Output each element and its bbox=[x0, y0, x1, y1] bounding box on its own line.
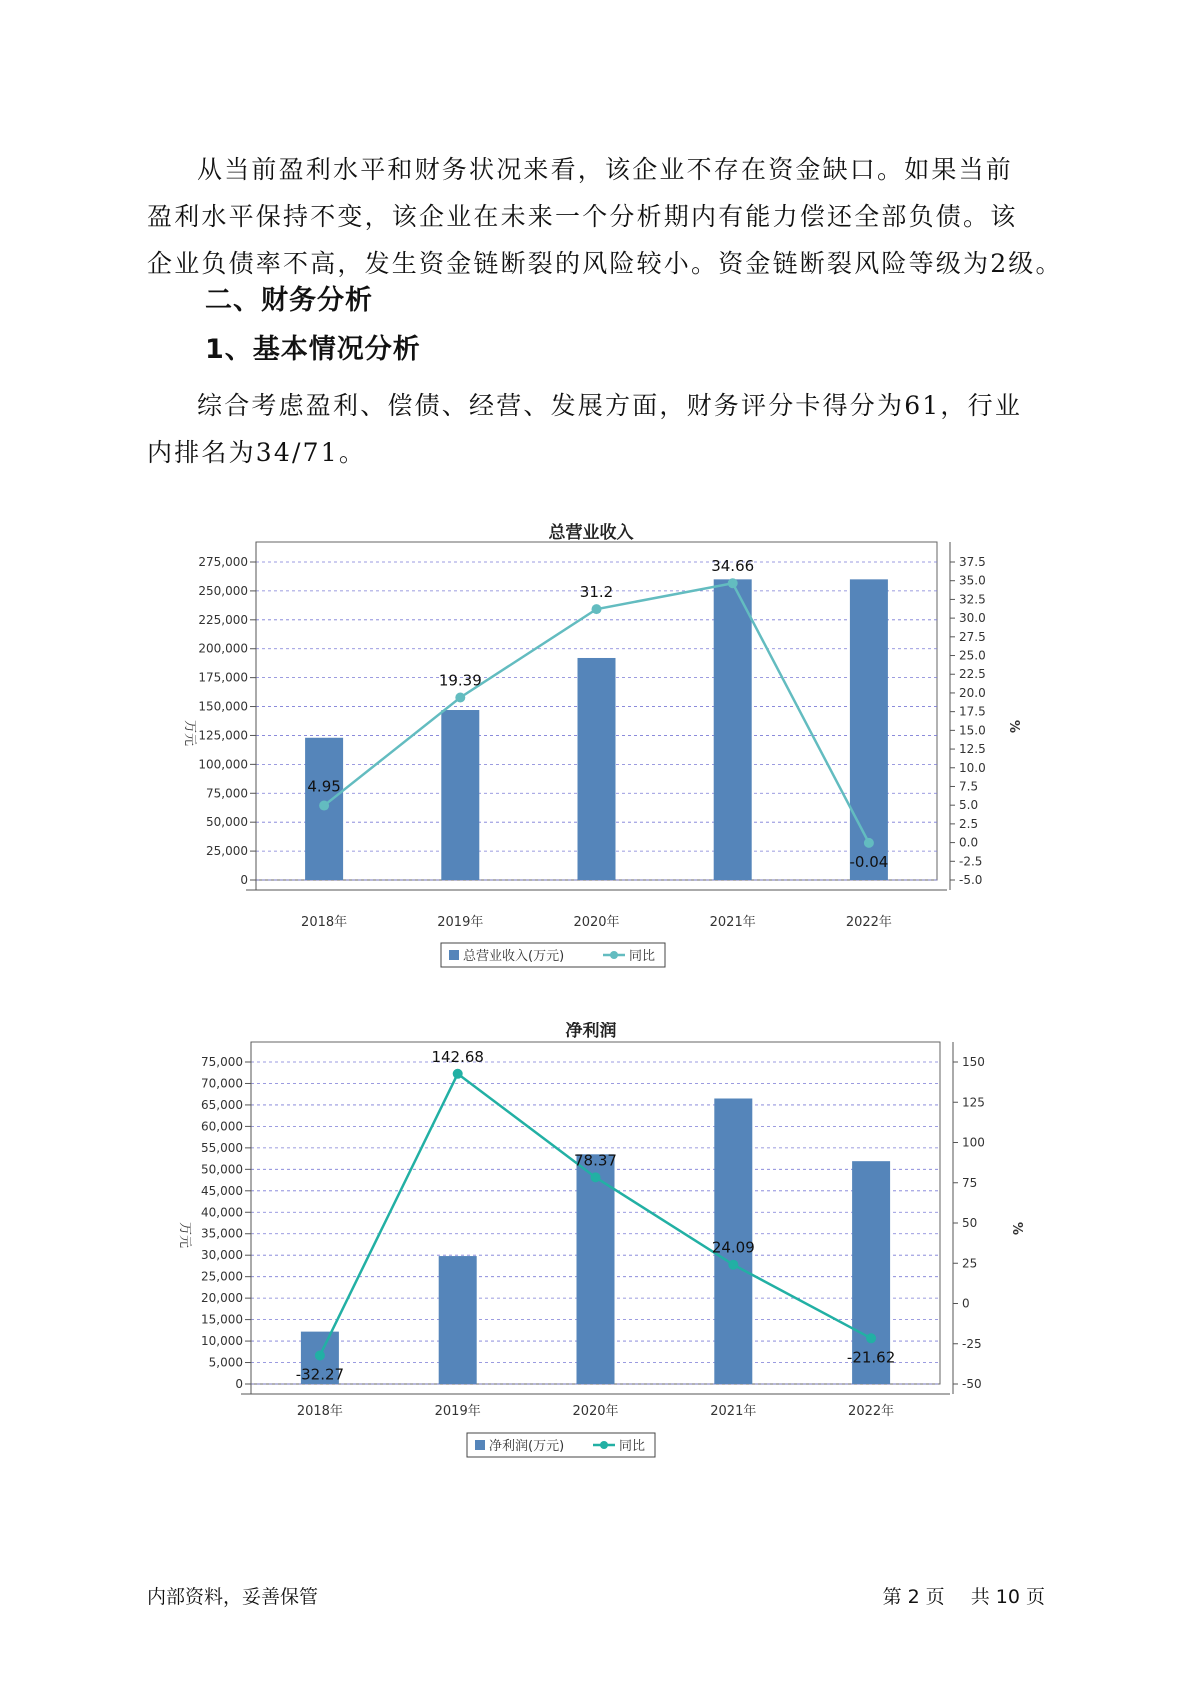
right-tick-label: -25 bbox=[962, 1336, 982, 1351]
page-prefix: 第 bbox=[882, 1586, 902, 1608]
bar-2019年 bbox=[439, 1256, 477, 1384]
right-tick-label: -50 bbox=[962, 1377, 982, 1391]
subsection-heading: 1、基本情况分析 bbox=[205, 334, 421, 365]
right-tick-label: 75 bbox=[962, 1175, 978, 1190]
yoy-point-2018年 bbox=[315, 1350, 325, 1360]
left-tick-label: 5,000 bbox=[208, 1355, 243, 1370]
left-tick-label: 35,000 bbox=[201, 1226, 243, 1241]
left-tick-label: 75,000 bbox=[201, 1055, 243, 1069]
right-tick-label: -5.0 bbox=[959, 873, 983, 887]
bar-2020年 bbox=[577, 1154, 615, 1384]
right-tick-label: 30.0 bbox=[959, 611, 986, 626]
right-tick-label: 0.0 bbox=[959, 835, 979, 850]
page-unit: 页 bbox=[925, 1586, 945, 1608]
legend-bar-label: 总营业收入(万元) bbox=[463, 949, 565, 964]
right-tick-label: 37.5 bbox=[959, 555, 986, 569]
legend-line-label: 同比 bbox=[619, 1439, 646, 1454]
right-tick-label: 27.5 bbox=[959, 629, 986, 644]
paragraph-line: 盈利水平保持不变，该企业在未来一个分析期内有能力偿还全部负债。该 bbox=[147, 202, 1018, 231]
yoy-data-label: -21.62 bbox=[846, 1348, 896, 1367]
left-tick-label: 30,000 bbox=[201, 1248, 243, 1263]
page-indicator bbox=[880, 1582, 1048, 1609]
yoy-point-2018年 bbox=[319, 801, 329, 811]
right-axis-label: % bbox=[1009, 1222, 1024, 1236]
category-label: 2022年 bbox=[845, 915, 892, 930]
left-tick-label: 225,000 bbox=[198, 612, 248, 627]
right-tick-label: 22.5 bbox=[959, 667, 986, 682]
section-heading: 二、财务分析 bbox=[205, 285, 373, 316]
right-tick-label: 150 bbox=[962, 1055, 985, 1069]
right-tick-label: 25.0 bbox=[959, 648, 986, 663]
left-tick-label: 250,000 bbox=[198, 583, 248, 598]
footer-confidential: 内部资料，妥善保管 bbox=[147, 1586, 319, 1608]
left-tick-label: 20,000 bbox=[201, 1291, 243, 1306]
left-tick-label: 200,000 bbox=[198, 641, 248, 656]
left-tick-label: 175,000 bbox=[198, 670, 248, 685]
left-tick-label: 0 bbox=[240, 873, 248, 887]
right-tick-label: 32.5 bbox=[959, 592, 986, 607]
left-tick-label: 60,000 bbox=[201, 1119, 243, 1134]
right-tick-label: 15.0 bbox=[959, 723, 986, 738]
category-label: 2021年 bbox=[709, 915, 756, 930]
right-tick-label: 12.5 bbox=[959, 742, 986, 757]
category-label: 2020年 bbox=[573, 915, 620, 930]
paragraph-line: 从当前盈利水平和财务状况来看，该企业不存在资金缺口。如果当前 bbox=[197, 155, 1014, 184]
category-label: 2018年 bbox=[301, 915, 348, 930]
bar-2019年 bbox=[441, 710, 479, 880]
right-tick-label: 5.0 bbox=[959, 798, 979, 813]
yoy-point-2020年 bbox=[591, 1172, 601, 1182]
legend-bar-swatch bbox=[475, 1440, 485, 1450]
yoy-point-2021年 bbox=[728, 1260, 738, 1270]
left-tick-label: 150,000 bbox=[198, 699, 248, 714]
left-axis-label: 万元 bbox=[182, 720, 197, 747]
left-tick-label: 10,000 bbox=[201, 1334, 243, 1349]
right-tick-label: 17.5 bbox=[959, 704, 986, 719]
yoy-point-2022年 bbox=[866, 1333, 876, 1343]
bar-2021年 bbox=[714, 579, 752, 880]
category-label: 2019年 bbox=[434, 1404, 481, 1419]
yoy-data-label: 4.95 bbox=[307, 777, 341, 796]
category-label: 2021年 bbox=[710, 1404, 757, 1419]
page-number: 2 bbox=[907, 1586, 920, 1608]
left-tick-label: 75,000 bbox=[206, 786, 248, 801]
yoy-data-label: 142.68 bbox=[431, 1047, 484, 1066]
total-pages: 10 bbox=[995, 1586, 1020, 1608]
left-tick-label: 25,000 bbox=[201, 1269, 243, 1284]
left-tick-label: 125,000 bbox=[198, 728, 248, 743]
category-label: 2018年 bbox=[296, 1404, 343, 1419]
right-tick-label: 100 bbox=[962, 1135, 985, 1150]
conclusion-paragraph bbox=[147, 146, 1063, 287]
left-tick-label: 70,000 bbox=[201, 1076, 243, 1091]
left-tick-label: 50,000 bbox=[206, 815, 248, 830]
left-tick-label: 275,000 bbox=[198, 555, 248, 569]
left-tick-label: 65,000 bbox=[201, 1097, 243, 1112]
yoy-data-label: 31.2 bbox=[579, 583, 614, 602]
right-tick-label: 2.5 bbox=[959, 816, 979, 831]
yoy-point-2020年 bbox=[592, 604, 602, 614]
yoy-data-label: 19.39 bbox=[438, 671, 482, 690]
legend-line-marker bbox=[610, 951, 618, 959]
yoy-data-label: 78.37 bbox=[574, 1151, 617, 1170]
yoy-point-2022年 bbox=[864, 838, 874, 848]
category-label: 2022年 bbox=[848, 1404, 895, 1419]
right-tick-label: 35.0 bbox=[959, 573, 986, 588]
right-tick-label: 125 bbox=[962, 1095, 985, 1110]
yoy-data-label: 24.09 bbox=[711, 1238, 755, 1257]
right-axis-label: % bbox=[1006, 720, 1021, 734]
category-label: 2019年 bbox=[437, 915, 484, 930]
left-tick-label: 0 bbox=[235, 1377, 243, 1391]
right-tick-label: 0 bbox=[962, 1296, 970, 1311]
chart-title: 总营业收入 bbox=[548, 523, 634, 543]
right-tick-label: 7.5 bbox=[959, 779, 979, 794]
left-tick-label: 15,000 bbox=[201, 1312, 243, 1327]
left-tick-label: 50,000 bbox=[201, 1162, 243, 1177]
left-tick-label: 40,000 bbox=[201, 1205, 243, 1220]
right-tick-label: -2.5 bbox=[959, 854, 983, 869]
yoy-point-2019年 bbox=[455, 693, 465, 703]
net-profit-chart bbox=[0, 1022, 1191, 1482]
revenue-chart bbox=[0, 520, 1191, 990]
legend-bar-label: 净利润(万元) bbox=[489, 1439, 565, 1454]
left-tick-label: 45,000 bbox=[201, 1183, 243, 1198]
bar-2020年 bbox=[578, 658, 616, 880]
category-label: 2020年 bbox=[572, 1404, 619, 1419]
legend-bar-swatch bbox=[449, 950, 459, 960]
total-unit: 页 bbox=[1025, 1586, 1045, 1608]
yoy-point-2021年 bbox=[728, 578, 738, 588]
left-axis-label: 万元 bbox=[177, 1222, 192, 1249]
yoy-data-label: -0.04 bbox=[849, 852, 889, 871]
yoy-data-label: -32.27 bbox=[295, 1365, 345, 1384]
chart-title: 净利润 bbox=[565, 1022, 617, 1041]
left-tick-label: 25,000 bbox=[206, 844, 248, 859]
legend-line-marker bbox=[600, 1441, 608, 1449]
right-tick-label: 20.0 bbox=[959, 685, 986, 700]
paragraph-line: 综合考虑盈利、偿债、经营、发展方面，财务评分卡得分为61，行业 bbox=[197, 391, 1023, 420]
paragraph-line: 企业负债率不高，发生资金链断裂的风险较小。资金链断裂风险等级为2级。 bbox=[147, 249, 1063, 278]
right-tick-label: 50 bbox=[962, 1216, 978, 1230]
legend-line-label: 同比 bbox=[629, 949, 656, 964]
yoy-data-label: 34.66 bbox=[711, 557, 755, 576]
paragraph-line: 内排名为34/71。 bbox=[147, 438, 367, 467]
yoy-point-2019年 bbox=[453, 1069, 463, 1079]
left-tick-label: 55,000 bbox=[201, 1140, 243, 1155]
right-tick-label: 10.0 bbox=[959, 760, 986, 775]
right-tick-label: 25 bbox=[962, 1256, 978, 1271]
total-prefix: 共 bbox=[970, 1586, 990, 1608]
left-tick-label: 100,000 bbox=[198, 757, 248, 772]
score-paragraph bbox=[147, 382, 1047, 476]
bar-2022年 bbox=[850, 579, 888, 880]
